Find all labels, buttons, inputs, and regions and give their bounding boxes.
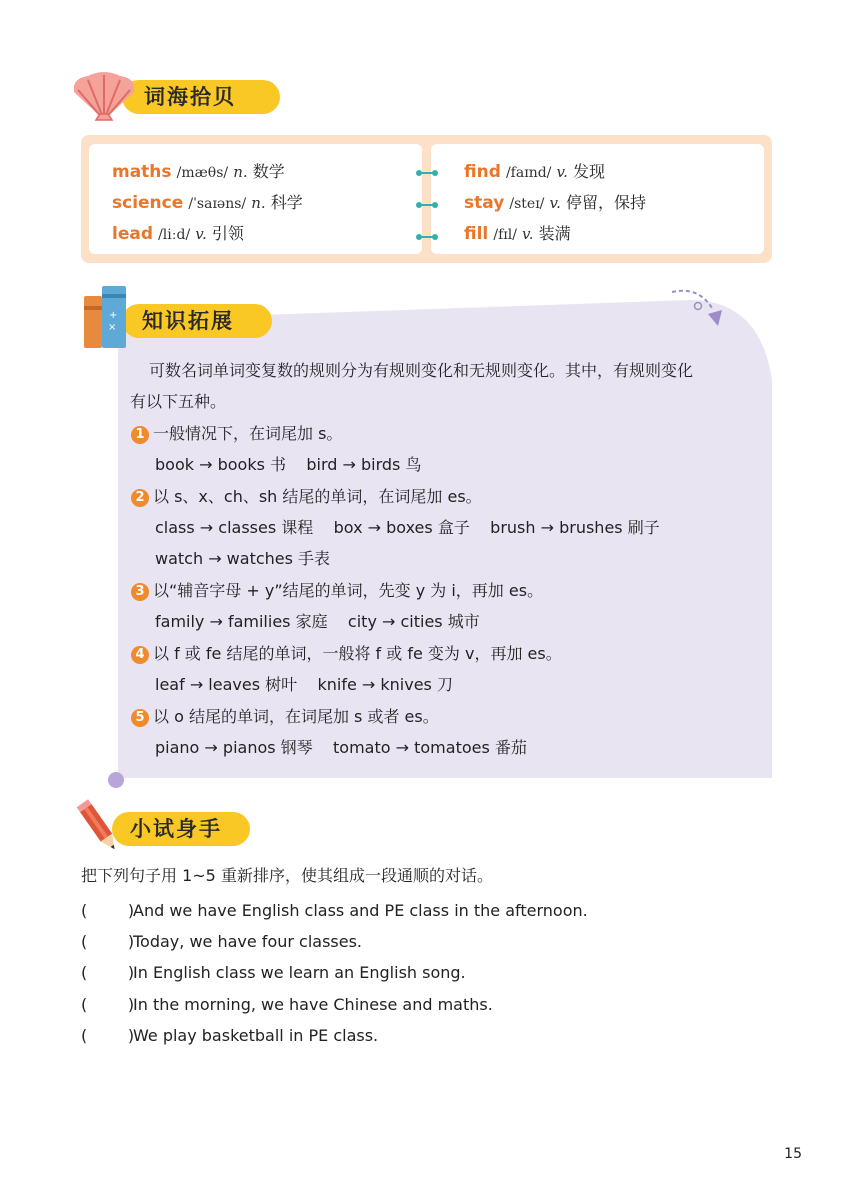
exercise-item — [81, 901, 588, 920]
rule-number: 5 — [131, 709, 149, 727]
rule-number: 4 — [131, 646, 149, 664]
rule-number: 2 — [131, 489, 149, 507]
vocab-meaning: 发现 — [573, 162, 606, 181]
knowledge-section-header — [82, 282, 282, 333]
exercise-item — [81, 963, 466, 982]
exercise-sentence: Today, we have four classes. — [133, 932, 363, 951]
knowledge-header-pill — [122, 304, 272, 338]
vocab-pos: v. — [556, 163, 568, 181]
rule-item — [131, 704, 439, 727]
answer-blank[interactable]: ( ) — [81, 995, 135, 1014]
vocab-meaning: 停留，保持 — [566, 193, 647, 212]
books-icon — [82, 282, 132, 350]
vocab-pos: v. — [522, 225, 534, 243]
rule-number: 1 — [131, 426, 149, 444]
vocab-phonetic: /mæθs/ — [176, 165, 229, 181]
answer-blank[interactable]: ( ) — [81, 1026, 135, 1045]
rule-text: 以“辅音字母 + y”结尾的单词，先变 y 为 i，再加 es。 — [153, 581, 544, 600]
exercise-sentence: In the morning, we have Chinese and maths. — [133, 995, 493, 1014]
answer-blank[interactable]: ( ) — [81, 932, 135, 951]
dashed-arrow-icon — [668, 286, 728, 332]
svg-text:+: + — [109, 310, 118, 321]
exercise-header-pill — [112, 812, 250, 846]
vocab-word: find — [464, 162, 501, 182]
vocab-meaning: 装满 — [538, 224, 571, 243]
exercise-sentence: In English class we learn an English song. — [133, 963, 466, 982]
rule-example: class → classes 课程 box → boxes 盒子 brush → brushes 刷子 — [155, 518, 660, 537]
knowledge-intro-line1: 可数名词单词变复数的规则分为有规则变化和无规则变化。其中，有规则变化 — [149, 361, 694, 380]
vocab-word: stay — [464, 193, 505, 213]
exercise-header-title: 小试身手 — [130, 817, 222, 841]
vocab-pos: n. — [251, 194, 266, 212]
exercise-item — [81, 995, 493, 1014]
vocab-phonetic: /fɪl/ — [493, 227, 517, 243]
rule-example: family → families 家庭 city → cities 城市 — [155, 612, 480, 631]
vocab-word: lead — [112, 224, 153, 244]
exercise-sentence: And we have English class and PE class in the afternoon. — [133, 901, 588, 920]
exercise-item — [81, 932, 362, 951]
rule-text: 一般情况下，在词尾加 s。 — [153, 424, 343, 443]
vocab-meaning: 数学 — [252, 162, 285, 181]
rule-example: watch → watches 手表 — [155, 549, 331, 568]
answer-blank[interactable]: ( ) — [81, 901, 135, 920]
rule-example: leaf → leaves 树叶 knife → knives 刀 — [155, 675, 453, 694]
rule-item — [131, 641, 562, 664]
vocab-phonetic: /faɪnd/ — [505, 165, 552, 181]
exercise-instruction: 把下列句子用 1~5 重新排序，使其组成一段通顺的对话。 — [81, 866, 493, 885]
rule-item — [131, 484, 482, 507]
rule-text: 以 s、x、ch、sh 结尾的单词，在词尾加 es。 — [153, 487, 482, 506]
rule-text: 以 o 结尾的单词，在词尾加 s 或者 es。 — [153, 707, 439, 726]
vocab-word: maths — [112, 162, 172, 182]
vocab-word: science — [112, 193, 184, 213]
knowledge-header-title: 知识拓展 — [142, 309, 234, 333]
rule-item — [131, 578, 543, 601]
answer-blank[interactable]: ( ) — [81, 963, 135, 982]
rule-text: 以 f 或 fe 结尾的单词，一般将 f 或 fe 变为 v，再加 es。 — [153, 644, 562, 663]
rule-example: piano → pianos 钢琴 tomato → tomatoes 番茄 — [155, 738, 527, 757]
vocab-meaning: 科学 — [270, 193, 303, 212]
rule-item — [131, 421, 342, 444]
knowledge-intro-line2: 有以下五种。 — [130, 392, 227, 411]
rule-example: book → books 书 bird → birds 鸟 — [155, 455, 422, 474]
exercise-sentence: We play basketball in PE class. — [133, 1026, 379, 1045]
exercise-item — [81, 1026, 378, 1045]
vocab-header-title: 词海拾贝 — [144, 85, 236, 109]
vocab-pos: v. — [549, 194, 561, 212]
vocab-pos: v. — [195, 225, 207, 243]
page-number: 15 — [784, 1146, 802, 1162]
vocab-meaning: 引领 — [211, 224, 244, 243]
rule-number: 3 — [131, 583, 149, 601]
svg-text:×: × — [108, 322, 117, 333]
vocab-pos: n. — [233, 163, 248, 181]
vocab-phonetic: /ˈsaɪəns/ — [188, 196, 247, 212]
pencil-icon — [76, 796, 122, 858]
vocab-word: fill — [464, 224, 489, 244]
exercise-section-header — [76, 796, 276, 841]
vocab-phonetic: /liːd/ — [158, 227, 191, 243]
vocab-phonetic: /steɪ/ — [509, 196, 545, 212]
